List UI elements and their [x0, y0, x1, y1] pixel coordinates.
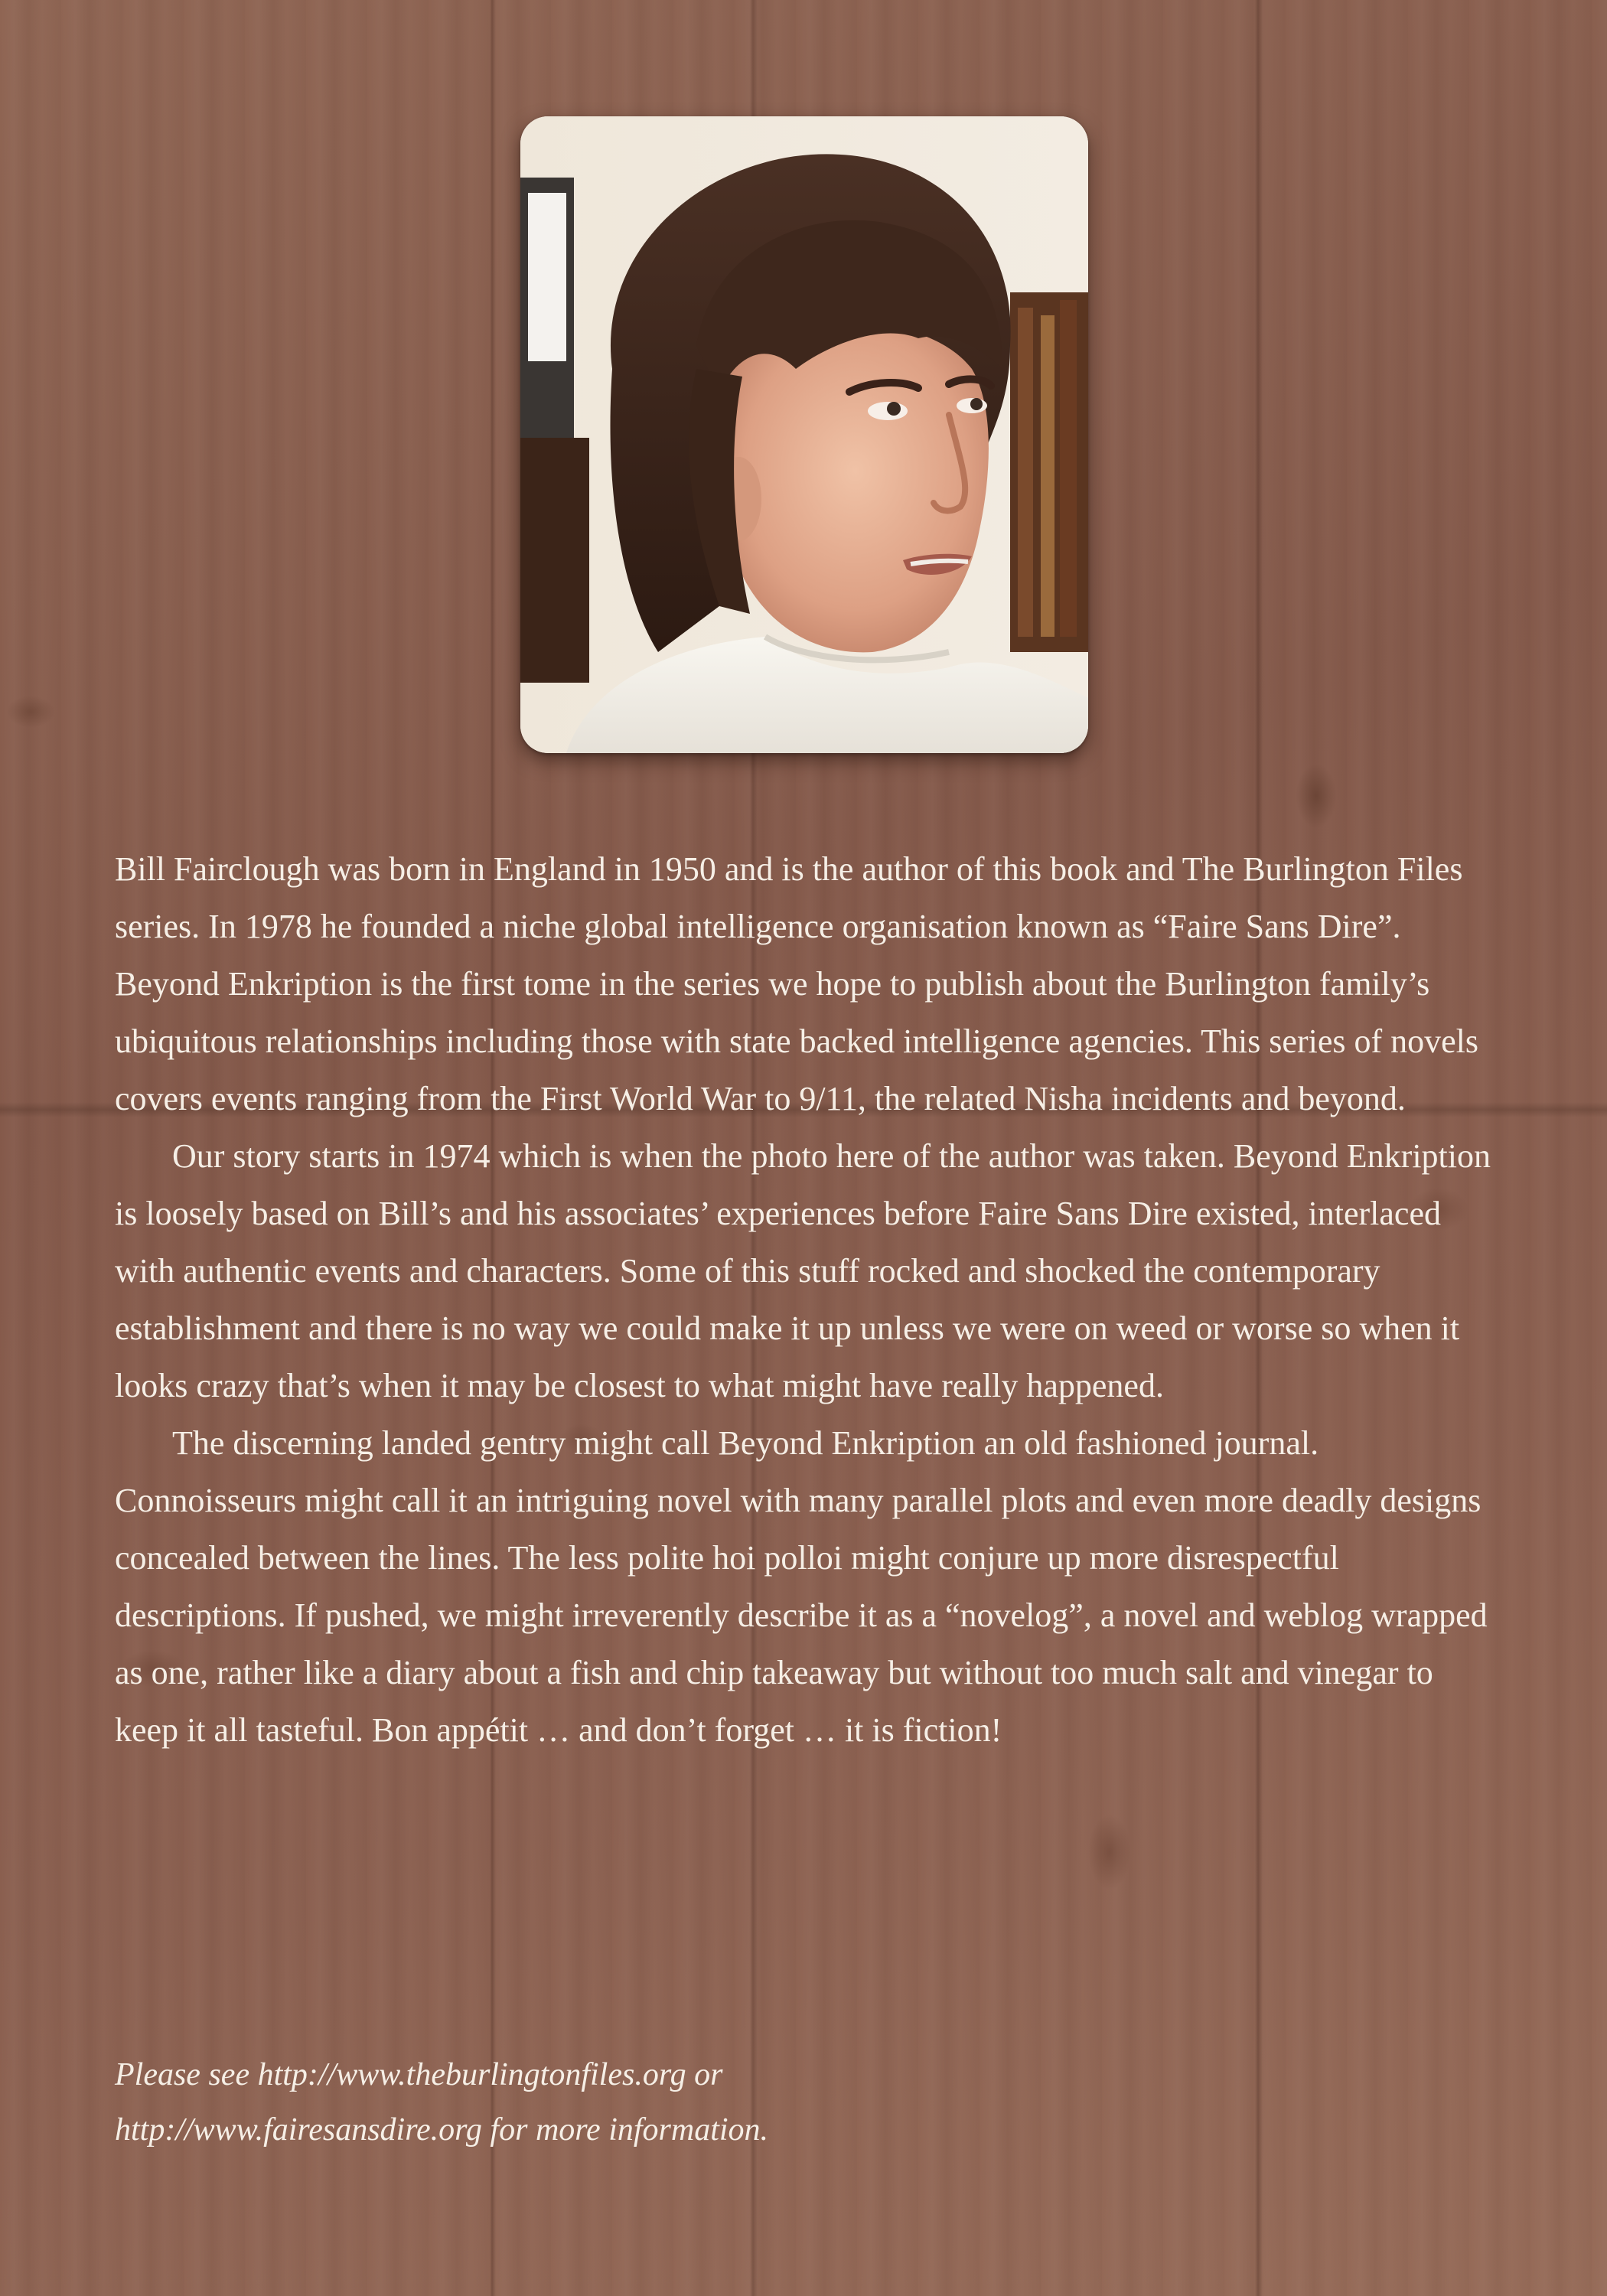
author-bio [115, 840, 1492, 1759]
author-portrait-image [520, 116, 1088, 753]
bio-paragraph-1: Bill Fairclough was born in England in 1950 and is the author of this book and The Burlington Files series. In 1978 he founded a niche global intelligence organisation known as “Faire Sans Dire”. Beyond Enkription is the first tome in the series we hope to publish about the Burlington family’s ubiquitous relationships including those with state backed intelligence agencies. This series of novels covers events ranging from the First World War to 9/11, the related Nisha incidents and beyond. [115, 850, 1479, 1117]
more-info-note [115, 2047, 1492, 2157]
bio-paragraph-2: Our story starts in 1974 which is when the photo here of the author was taken. Beyond Enkription is loosely based on Bill’s and his associates’ experiences before Faire Sans Dire existed, interlaced with authentic events and characters. Some of this stuff rocked and shocked the contemporary establishment and there is no way we could make it up unless we were on weed or worse so when it looks crazy that’s when it may be closest to what might have really happened. [115, 1137, 1491, 1404]
more-info-line-1: Please see http://www.theburlingtonfiles.org or [115, 2057, 723, 2092]
more-info-line-2: http://www.fairesansdire.org for more information. [115, 2112, 769, 2148]
author-photo [520, 116, 1088, 753]
bio-paragraph-3: The discerning landed gentry might call Beyond Enkription an old fashioned journal. Connoisseurs might call it an intriguing novel with many parallel plots and even more deadly designs concealed between the lines. The less polite hoi polloi might conjure up more disrespectful descriptions. If pushed, we might irreverently describe it as a “novelog”, a novel and weblog wrapped as one, rather like a diary about a fish and chip takeaway but without too much salt and vinegar to keep it all tasteful. Bon appétit … and don’t forget … it is fiction! [115, 1424, 1488, 1749]
